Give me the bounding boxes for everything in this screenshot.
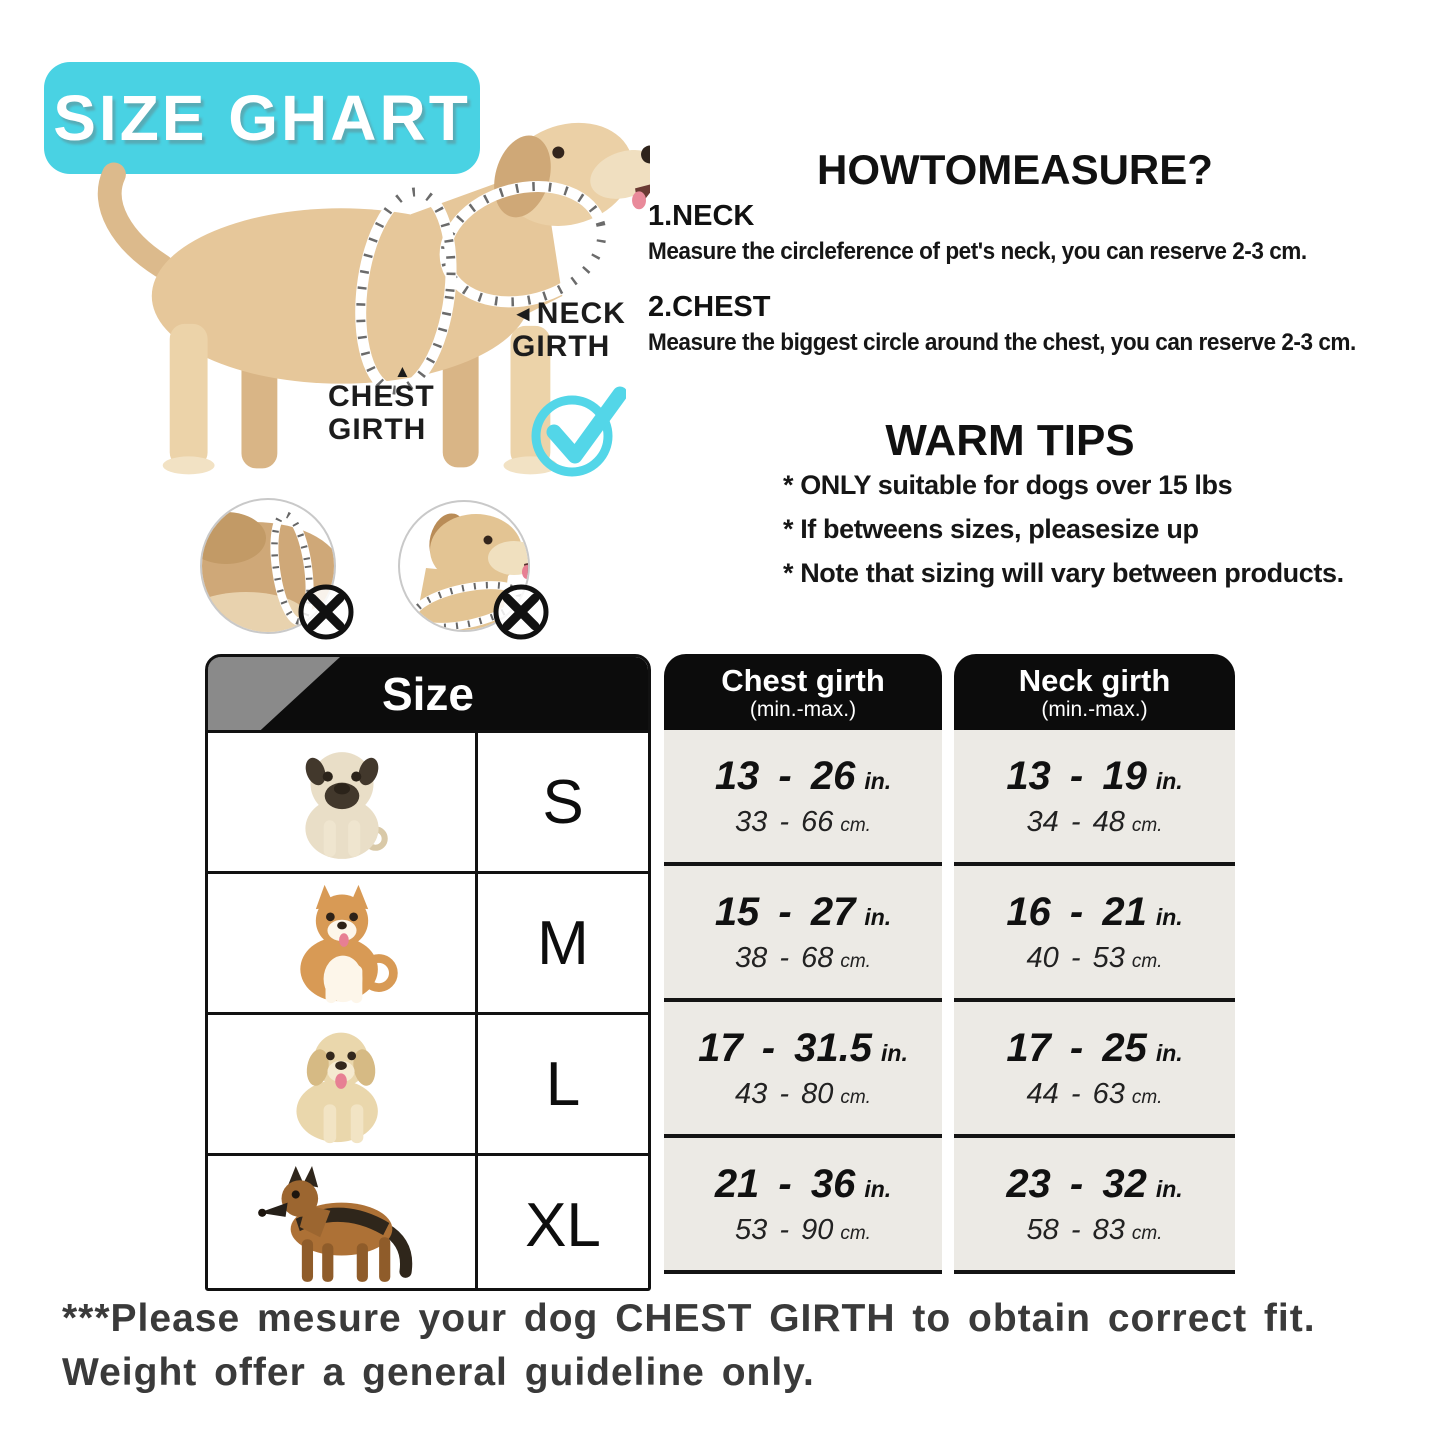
chest-cell-xl [664, 1138, 942, 1274]
german-shepherd-dog-image [229, 1164, 454, 1286]
neck-girth-minmax: (min.-max.) [1041, 698, 1148, 721]
cm-unit: cm. [840, 1222, 871, 1244]
cm-unit: cm. [1131, 950, 1163, 972]
chest-girth-table [664, 654, 942, 1274]
checkmark-icon [530, 380, 626, 480]
cm-unit: cm. [1131, 814, 1163, 836]
dog-image-cell [208, 1156, 478, 1291]
pug-dog-image [247, 741, 437, 863]
neck-girth-title: Neck girth [1018, 663, 1171, 698]
neck-inches: 13 - 19 [1006, 753, 1147, 798]
inch-unit: in. [1155, 1175, 1183, 1202]
table-row-xl [208, 1153, 648, 1291]
cm-unit: cm. [1131, 1222, 1163, 1244]
chest-inches: 21 - 36 [714, 1161, 856, 1206]
page-title: SIZE GHART [53, 82, 471, 154]
neck-girth-word1: NECK [536, 297, 626, 330]
chest-cell-m [664, 866, 942, 1002]
x-mark-icon [496, 587, 546, 637]
cm-unit: cm. [840, 1086, 871, 1108]
chest-cell-l [664, 1002, 942, 1138]
inch-unit: in. [864, 1175, 892, 1202]
cm-unit: cm. [840, 814, 871, 836]
arrow-up-icon: ▲ [394, 362, 412, 381]
how-to-measure-heading: HOWTOMEASURE? [817, 146, 1213, 193]
chest-cm: 53 - 90 [735, 1213, 834, 1246]
step-chest-label: 2.CHEST [648, 291, 771, 323]
neck-inches: 23 - 32 [1006, 1161, 1147, 1206]
table-row-s [208, 730, 648, 871]
chest-inches: 17 - 31.5 [698, 1025, 873, 1070]
neck-cell-m [954, 866, 1235, 1002]
table-row-m [208, 871, 648, 1012]
neck-cm: 40 - 53 [1026, 941, 1125, 974]
chest-inches: 13 - 26 [714, 753, 856, 798]
step-chest-text: Measure the biggest circle around the chest, you can reserve 2-3 cm. [648, 329, 1356, 356]
arrow-left-icon: ◄ [512, 301, 535, 326]
dog-image-cell [208, 874, 478, 1012]
size-value: XL [525, 1190, 601, 1260]
chest-girth-minmax: (min.-max.) [749, 698, 857, 721]
size-value: S [542, 767, 584, 837]
step-neck-label: 1.NECK [648, 200, 755, 232]
incorrect-measure-neck-inset [396, 498, 554, 642]
neck-girth-word2: GIRTH [512, 330, 611, 363]
chest-inches: 15 - 27 [714, 889, 856, 934]
step-neck-text: Measure the circleference of pet's neck, you can reserve 2-3 cm. [648, 238, 1307, 265]
incorrect-measure-belly-inset [196, 496, 358, 644]
neck-cell-s [954, 730, 1235, 866]
footer-note-line2: Weight offer a general guideline only. [62, 1351, 815, 1394]
neck-girth-table [954, 654, 1235, 1274]
neck-girth-label [512, 297, 626, 363]
neck-inches: 17 - 25 [1006, 1025, 1147, 1070]
inch-unit: in. [864, 767, 892, 794]
warm-tips-list [783, 470, 1344, 602]
dog-tail [110, 174, 162, 266]
warm-tip: * If betweens sizes, pleasesize up [783, 514, 1199, 544]
neck-cell-l [954, 1002, 1235, 1138]
inch-unit: in. [1155, 767, 1183, 794]
neck-girth-header [954, 654, 1235, 730]
warm-tip: * ONLY suitable for dogs over 15 lbs [783, 470, 1233, 500]
inch-unit: in. [1155, 1039, 1183, 1066]
warm-tip: * Note that sizing will vary between products. [783, 558, 1344, 588]
chest-cm: 43 - 80 [735, 1077, 834, 1110]
size-table [205, 654, 651, 1291]
chest-girth-word1: CHEST [328, 380, 435, 413]
cm-unit: cm. [840, 950, 871, 972]
inch-unit: in. [881, 1039, 908, 1066]
size-table-header [208, 657, 648, 730]
size-value: M [537, 908, 589, 978]
chest-girth-header [664, 654, 942, 730]
chest-girth-label [328, 364, 435, 446]
table-row-l [208, 1012, 648, 1153]
chest-girth-title: Chest girth [721, 663, 885, 698]
size-value: L [545, 1049, 581, 1119]
chest-cell-s [664, 730, 942, 866]
inch-unit: in. [864, 903, 892, 930]
chest-cm: 33 - 66 [735, 805, 834, 838]
footer-note-line1: ***Please mesure your dog CHEST GIRTH to obtain correct fit. [62, 1297, 1316, 1340]
neck-cm: 58 - 83 [1026, 1213, 1125, 1246]
neck-cell-xl [954, 1138, 1235, 1274]
dog-eye [552, 147, 564, 159]
size-header-label: Size [381, 667, 475, 720]
chest-cm: 38 - 68 [735, 941, 834, 974]
neck-inches: 16 - 21 [1006, 889, 1147, 934]
warm-tips-heading: WARM TIPS [885, 416, 1135, 465]
inch-unit: in. [1155, 903, 1183, 930]
dog-image-cell [208, 1015, 478, 1153]
shiba-inu-dog-image [242, 880, 442, 1006]
cm-unit: cm. [1131, 1086, 1163, 1108]
neck-cm: 34 - 48 [1026, 805, 1125, 838]
x-mark-icon [301, 587, 351, 637]
dog-image-cell [208, 733, 478, 871]
neck-cm: 44 - 63 [1026, 1077, 1125, 1110]
labrador-dog-image [242, 1021, 442, 1147]
chest-girth-word2: GIRTH [328, 413, 427, 446]
